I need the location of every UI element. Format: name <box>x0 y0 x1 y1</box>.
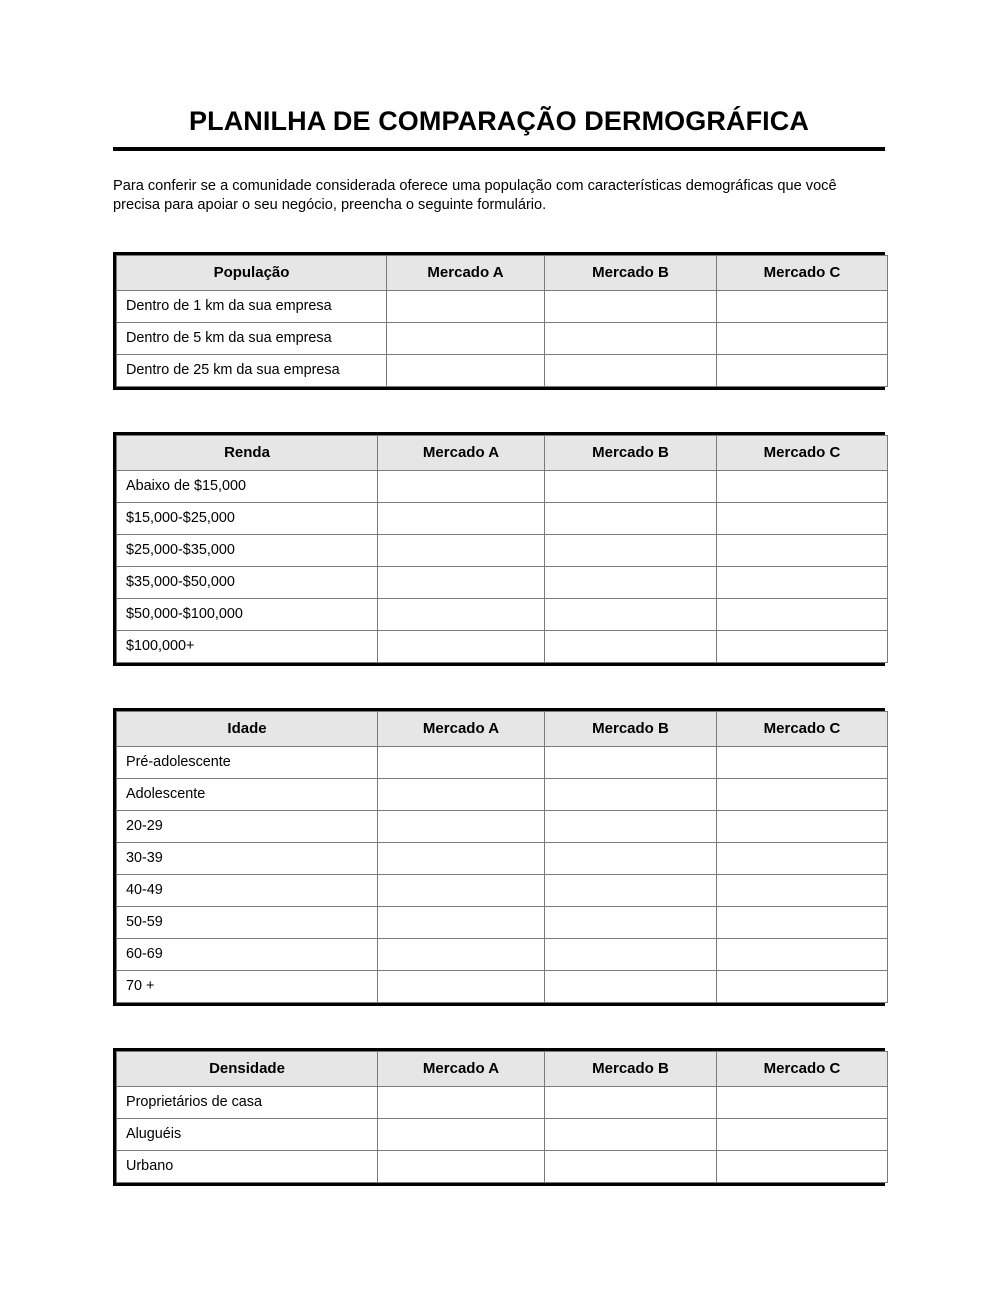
column-header-mercado-c: Mercado C <box>717 435 888 470</box>
table-renda <box>113 432 885 666</box>
cell-mercado-a[interactable] <box>378 778 545 810</box>
cell-mercado-a[interactable] <box>378 1118 545 1150</box>
cell-mercado-b[interactable] <box>545 842 717 874</box>
column-header-mercado-a: Mercado A <box>387 255 545 290</box>
cell-mercado-a[interactable] <box>378 938 545 970</box>
cell-mercado-b[interactable] <box>545 630 717 662</box>
row-label: 60-69 <box>117 938 378 970</box>
row-label: Aluguéis <box>117 1118 378 1150</box>
table-row <box>117 534 888 566</box>
cell-mercado-c[interactable] <box>717 1118 888 1150</box>
cell-mercado-c[interactable] <box>717 502 888 534</box>
cell-mercado-c[interactable] <box>717 630 888 662</box>
row-label: 50-59 <box>117 906 378 938</box>
cell-mercado-c[interactable] <box>717 842 888 874</box>
cell-mercado-a[interactable] <box>378 1086 545 1118</box>
column-header-mercado-a: Mercado A <box>378 1051 545 1086</box>
cell-mercado-a[interactable] <box>378 470 545 502</box>
cell-mercado-b[interactable] <box>545 354 717 386</box>
table-header-row <box>117 435 888 470</box>
cell-mercado-b[interactable] <box>545 502 717 534</box>
cell-mercado-c[interactable] <box>717 566 888 598</box>
cell-mercado-c[interactable] <box>717 970 888 1002</box>
cell-mercado-a[interactable] <box>378 598 545 630</box>
cell-mercado-a[interactable] <box>378 1150 545 1182</box>
table-row <box>117 566 888 598</box>
cell-mercado-a[interactable] <box>378 502 545 534</box>
table-row <box>117 1118 888 1150</box>
cell-mercado-b[interactable] <box>545 566 717 598</box>
row-label: $15,000-$25,000 <box>117 502 378 534</box>
row-label: Dentro de 5 km da sua empresa <box>117 322 387 354</box>
column-header-mercado-a: Mercado A <box>378 435 545 470</box>
row-label: 70 + <box>117 970 378 1002</box>
spacer-before-table-3 <box>113 666 885 708</box>
table-densidade <box>113 1048 885 1186</box>
cell-mercado-a[interactable] <box>378 874 545 906</box>
column-header-mercado-c: Mercado C <box>717 1051 888 1086</box>
cell-mercado-c[interactable] <box>717 534 888 566</box>
cell-mercado-c[interactable] <box>717 598 888 630</box>
cell-mercado-a[interactable] <box>378 566 545 598</box>
row-label: Dentro de 25 km da sua empresa <box>117 354 387 386</box>
row-label: $100,000+ <box>117 630 378 662</box>
cell-mercado-b[interactable] <box>545 874 717 906</box>
table-row <box>117 938 888 970</box>
row-label: Proprietários de casa <box>117 1086 378 1118</box>
table-row <box>117 842 888 874</box>
row-label: Adolescente <box>117 778 378 810</box>
cell-mercado-a[interactable] <box>378 534 545 566</box>
table-row <box>117 970 888 1002</box>
cell-mercado-c[interactable] <box>717 906 888 938</box>
cell-mercado-a[interactable] <box>387 290 545 322</box>
cell-mercado-c[interactable] <box>717 290 888 322</box>
row-label: $35,000-$50,000 <box>117 566 378 598</box>
cell-mercado-c[interactable] <box>717 778 888 810</box>
table-header-row <box>117 711 888 746</box>
cell-mercado-b[interactable] <box>545 290 717 322</box>
cell-mercado-a[interactable] <box>378 630 545 662</box>
cell-mercado-a[interactable] <box>387 322 545 354</box>
row-label: 40-49 <box>117 874 378 906</box>
page-title: PLANILHA DE COMPARAÇÃO DERMOGRÁFICA <box>189 106 809 136</box>
spacer-before-table-2 <box>113 390 885 432</box>
row-label: Urbano <box>117 1150 378 1182</box>
cell-mercado-c[interactable] <box>717 1150 888 1182</box>
cell-mercado-c[interactable] <box>717 470 888 502</box>
column-header-mercado-b: Mercado B <box>545 1051 717 1086</box>
cell-mercado-c[interactable] <box>717 1086 888 1118</box>
cell-mercado-c[interactable] <box>717 938 888 970</box>
column-header-category: Renda <box>117 435 378 470</box>
cell-mercado-b[interactable] <box>545 746 717 778</box>
table-row <box>117 598 888 630</box>
row-label: $25,000-$35,000 <box>117 534 378 566</box>
column-header-mercado-b: Mercado B <box>545 711 717 746</box>
cell-mercado-b[interactable] <box>545 470 717 502</box>
table-row <box>117 354 888 386</box>
spacer-before-table-1 <box>113 215 885 252</box>
column-header-mercado-a: Mercado A <box>378 711 545 746</box>
row-label: Pré-adolescente <box>117 746 378 778</box>
row-label: Dentro de 1 km da sua empresa <box>117 290 387 322</box>
table-row <box>117 746 888 778</box>
cell-mercado-c[interactable] <box>717 354 888 386</box>
table-row <box>117 630 888 662</box>
cell-mercado-b[interactable] <box>545 1150 717 1182</box>
cell-mercado-a[interactable] <box>378 906 545 938</box>
cell-mercado-a[interactable] <box>378 810 545 842</box>
cell-mercado-c[interactable] <box>717 810 888 842</box>
cell-mercado-b[interactable] <box>545 810 717 842</box>
cell-mercado-b[interactable] <box>545 598 717 630</box>
cell-mercado-a[interactable] <box>387 354 545 386</box>
column-header-category: Densidade <box>117 1051 378 1086</box>
table-row <box>117 906 888 938</box>
column-header-category: Idade <box>117 711 378 746</box>
table-idade <box>113 708 885 1006</box>
cell-mercado-b[interactable] <box>545 778 717 810</box>
table-row <box>117 470 888 502</box>
column-header-category: População <box>117 255 387 290</box>
table-populacao <box>113 252 885 390</box>
cell-mercado-a[interactable] <box>378 970 545 1002</box>
cell-mercado-b[interactable] <box>545 534 717 566</box>
column-header-mercado-b: Mercado B <box>545 435 717 470</box>
table-row <box>117 290 888 322</box>
spacer-before-table-4 <box>113 1006 885 1048</box>
cell-mercado-a[interactable] <box>378 842 545 874</box>
cell-mercado-c[interactable] <box>717 322 888 354</box>
table-row <box>117 502 888 534</box>
row-label: Abaixo de $15,000 <box>117 470 378 502</box>
column-header-mercado-c: Mercado C <box>717 711 888 746</box>
cell-mercado-b[interactable] <box>545 1086 717 1118</box>
cell-mercado-b[interactable] <box>545 970 717 1002</box>
cell-mercado-b[interactable] <box>545 1118 717 1150</box>
cell-mercado-b[interactable] <box>545 906 717 938</box>
table-header-row <box>117 255 888 290</box>
column-header-mercado-c: Mercado C <box>717 255 888 290</box>
row-label: 20-29 <box>117 810 378 842</box>
document-content <box>113 0 885 1186</box>
row-label: $50,000-$100,000 <box>117 598 378 630</box>
cell-mercado-b[interactable] <box>545 322 717 354</box>
table-row <box>117 1086 888 1118</box>
table-row <box>117 778 888 810</box>
cell-mercado-c[interactable] <box>717 874 888 906</box>
row-label: 30-39 <box>117 842 378 874</box>
cell-mercado-b[interactable] <box>545 938 717 970</box>
table-row <box>117 322 888 354</box>
cell-mercado-a[interactable] <box>378 746 545 778</box>
table-header-row <box>117 1051 888 1086</box>
table-row <box>117 810 888 842</box>
table-row <box>117 1150 888 1182</box>
column-header-mercado-b: Mercado B <box>545 255 717 290</box>
cell-mercado-c[interactable] <box>717 746 888 778</box>
intro-paragraph: Para conferir se a comunidade considerada oferece uma população com características demográficas que você precisa para apoiar o seu negócio, preencha o seguinte formulário. <box>113 178 837 213</box>
table-row <box>117 874 888 906</box>
